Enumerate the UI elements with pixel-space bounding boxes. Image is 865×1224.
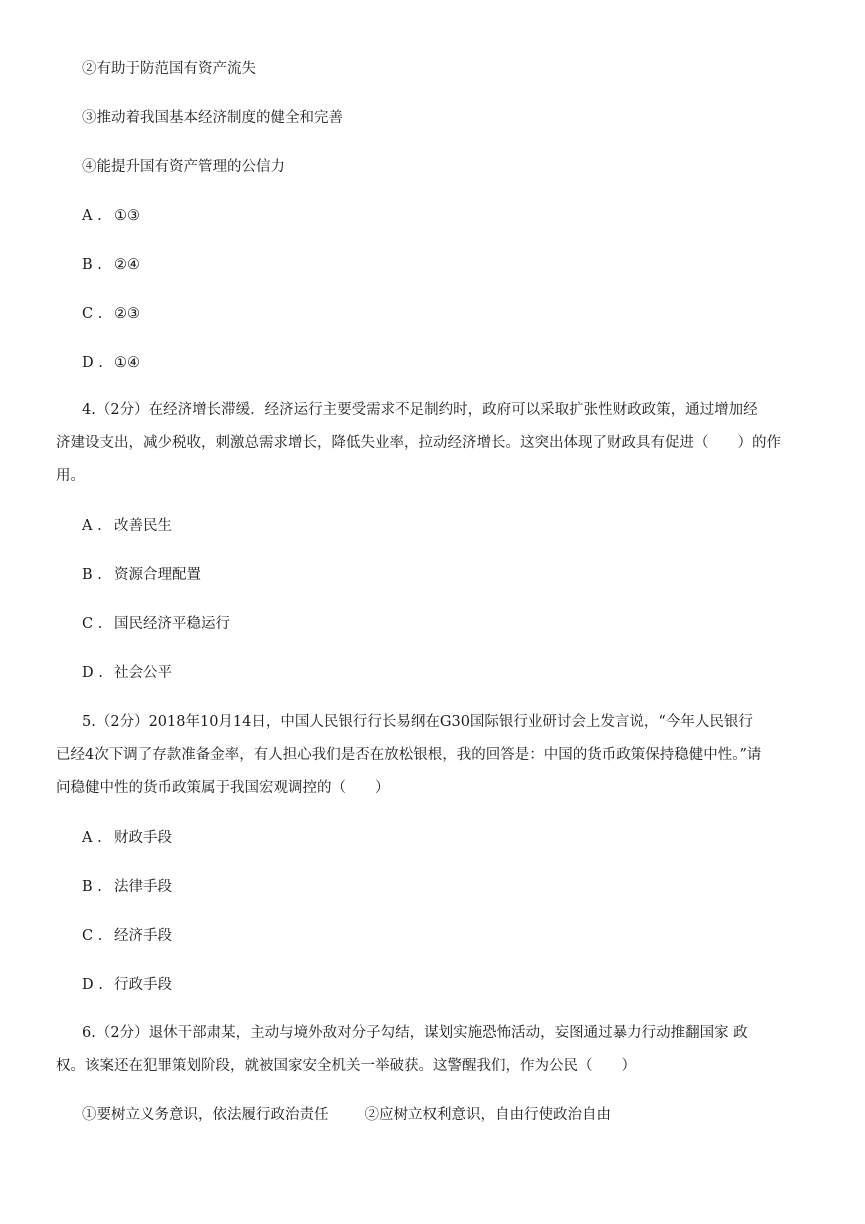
option-letter: D . <box>82 665 103 681</box>
q4-option-b[interactable] <box>82 564 201 586</box>
question-number: 6. <box>82 1025 96 1041</box>
q5-option-d[interactable] <box>82 974 172 996</box>
q4-text-1: 在经济增长滞缓．经济运行主要受需求不足制约时，政府可以采取扩张性财政政策，通过增加经 <box>148 402 758 418</box>
q5-stem-line3: 问稳健中性的货币政策属于我国宏观调控的（ ） <box>56 780 390 796</box>
question-number: 4. <box>82 402 96 418</box>
option-letter: A . <box>82 830 102 846</box>
option-text: ②③ <box>114 306 140 322</box>
option-letter: B . <box>82 257 102 273</box>
q5-option-c[interactable] <box>82 925 172 947</box>
q3-option-c[interactable] <box>82 303 140 325</box>
q3-statement-2: ②有助于防范国有资产流失 <box>82 61 256 77</box>
q4-stem-line1 <box>82 399 758 421</box>
question-score: （2分） <box>95 1025 149 1041</box>
q3-option-d[interactable] <box>82 352 140 374</box>
q6-text-1: 退休干部肃某，主动与境外敌对分子勾结，谋划实施恐怖活动，妄图通过暴力行动推翻国家 政 <box>148 1025 748 1041</box>
q5-option-b[interactable] <box>82 876 172 898</box>
q6-stem-line2: 权。该案还在犯罪策划阶段，就被国家安全机关一举破获。这警醒我们，作为公民（ ） <box>56 1058 636 1074</box>
q3-option-a[interactable] <box>82 205 140 227</box>
q5-text-1: 2018年10月14日，中国人民银行行长易纲在G30国际银行业研讨会上发言说，“今年人民银行 <box>148 714 753 730</box>
option-letter: C . <box>82 306 103 322</box>
option-letter: D . <box>82 977 103 993</box>
option-letter: A . <box>82 208 102 224</box>
q5-option-a[interactable] <box>82 827 172 849</box>
q4-stem-line3: 用。 <box>56 468 85 484</box>
q4-option-d[interactable] <box>82 662 172 684</box>
question-score: （2分） <box>95 714 149 730</box>
q5-stem-line2: 已经4次下调了存款准备金率，有人担心我们是否在放松银根，我的回答是：中国的货币政策保持稳健中性。”请 <box>56 747 762 763</box>
option-letter: B . <box>82 567 102 583</box>
q3-option-b[interactable] <box>82 254 140 276</box>
option-letter: C . <box>82 928 103 944</box>
option-text: ②④ <box>114 257 140 273</box>
q6-stem-line1 <box>82 1022 748 1044</box>
q5-stem-line1 <box>82 711 753 733</box>
option-text: 资源合理配置 <box>114 567 201 583</box>
option-text: ①④ <box>114 355 140 371</box>
q6-statements-row <box>82 1104 611 1126</box>
option-text: 财政手段 <box>114 830 172 846</box>
option-text: ①③ <box>114 208 140 224</box>
option-letter: B . <box>82 879 102 895</box>
q6-statement-1: ①要树立义务意识，依法履行政治责任 <box>82 1107 329 1123</box>
option-text: 国民经济平稳运行 <box>114 616 230 632</box>
q3-statement-4: ④能提升国有资产管理的公信力 <box>82 159 285 175</box>
question-number: 5. <box>82 714 96 730</box>
option-text: 法律手段 <box>114 879 172 895</box>
q3-statement-3: ③推动着我国基本经济制度的健全和完善 <box>82 110 343 126</box>
question-score: （2分） <box>95 402 149 418</box>
option-text: 社会公平 <box>114 665 172 681</box>
q4-stem-line2: 济建设支出，减少税收，刺激总需求增长，降低失业率，拉动经济增长。这突出体现了财政具有促进（ ）的作 <box>56 435 781 451</box>
q4-option-a[interactable] <box>82 515 172 537</box>
option-letter: D . <box>82 355 103 371</box>
q6-statement-2: ②应树立权利意识，自由行使政治自由 <box>364 1107 611 1123</box>
option-letter: A . <box>82 518 102 534</box>
option-text: 经济手段 <box>114 928 172 944</box>
option-letter: C . <box>82 616 103 632</box>
option-text: 改善民生 <box>114 518 172 534</box>
q4-option-c[interactable] <box>82 613 230 635</box>
option-text: 行政手段 <box>114 977 172 993</box>
